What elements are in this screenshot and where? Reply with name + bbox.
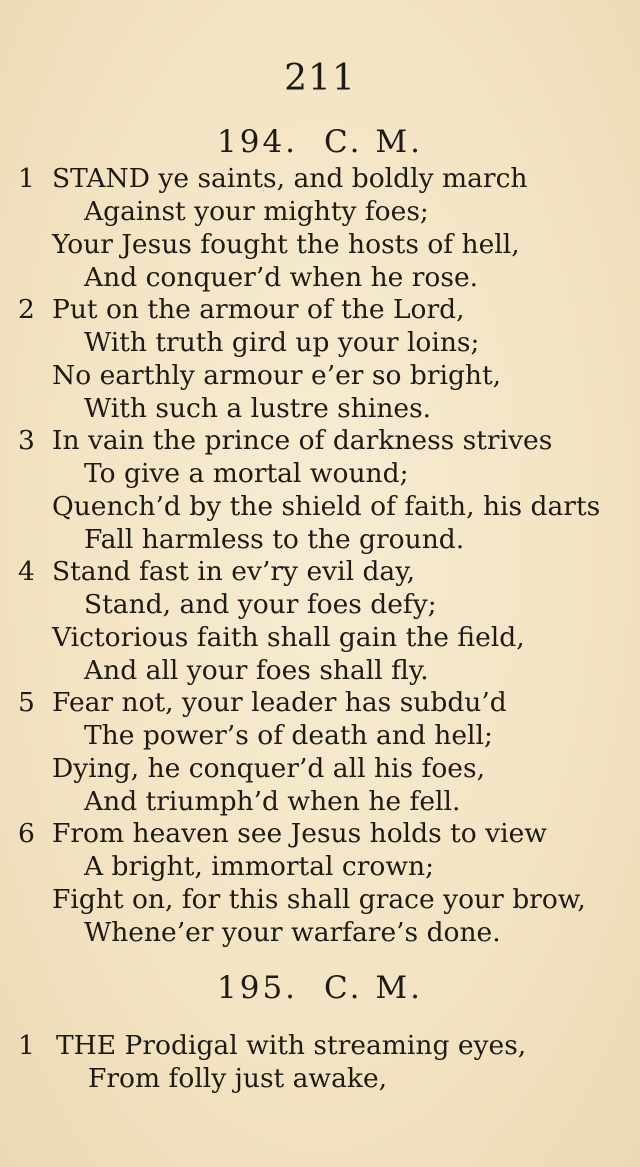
verse-line: THE Prodigal with streaming eyes, [56, 1030, 527, 1061]
verse-line: A bright, immortal crown; [84, 851, 435, 882]
verse-line: In vain the prince of darkness strives [52, 425, 553, 456]
verse-line: Victorious faith shall gain the field, [52, 622, 525, 653]
hymn-heading [0, 970, 640, 1006]
verse-line: Stand fast in ev’ry evil day, [52, 556, 416, 587]
verse-line: From heaven see Jesus holds to view [52, 818, 547, 849]
verse-line: With such a lustre shines. [84, 393, 432, 424]
hymn-number: 194. [217, 124, 299, 160]
verse-line: Quench’d by the shield of faith, his darts [52, 491, 601, 522]
verse-line: And triumph’d when he fell. [84, 786, 461, 817]
hymn-heading [0, 124, 640, 160]
verse-line: Against your mighty foes; [84, 196, 429, 227]
verse-line: No earthly armour e’er so bright, [52, 360, 502, 391]
verse-number: 5 [18, 687, 35, 718]
verse-line: To give a mortal wound; [84, 458, 409, 489]
hymn-meter: C. M. [324, 124, 423, 160]
verse-line: Fear not, your leader has subdu’d [52, 687, 507, 718]
verse-line: Dying, he conquer’d all his foes, [52, 753, 486, 784]
verse-line: Fall harmless to the ground. [84, 524, 465, 555]
verse-line: From folly just awake, [88, 1063, 388, 1094]
verse-line: Whene’er your warfare’s done. [84, 917, 501, 948]
verse-line: The power’s of death and hell; [84, 720, 493, 751]
verse-line: Stand, and your foes defy; [84, 589, 437, 620]
hymn-number: 195. [217, 970, 299, 1006]
hymn-meter: C. M. [324, 970, 423, 1006]
verse-number: 3 [18, 425, 35, 456]
verse-number: 1 [18, 1030, 35, 1061]
verse-line: STAND ye saints, and boldly march [52, 163, 528, 194]
verse-line: And all your foes shall fly. [84, 655, 429, 686]
verse-number: 1 [18, 163, 35, 194]
verse-line: Your Jesus fought the hosts of hell, [52, 229, 520, 260]
verse-number: 6 [18, 818, 35, 849]
verse-line: Fight on, for this shall grace your brow, [52, 884, 586, 915]
page-number: 211 [284, 58, 356, 99]
verse-line: With truth gird up your loins; [84, 327, 480, 358]
verse-number: 2 [18, 294, 35, 325]
verse-line: And conquer’d when he rose. [84, 262, 479, 293]
verse-line: Put on the armour of the Lord, [52, 294, 465, 325]
verse-number: 4 [18, 556, 35, 587]
